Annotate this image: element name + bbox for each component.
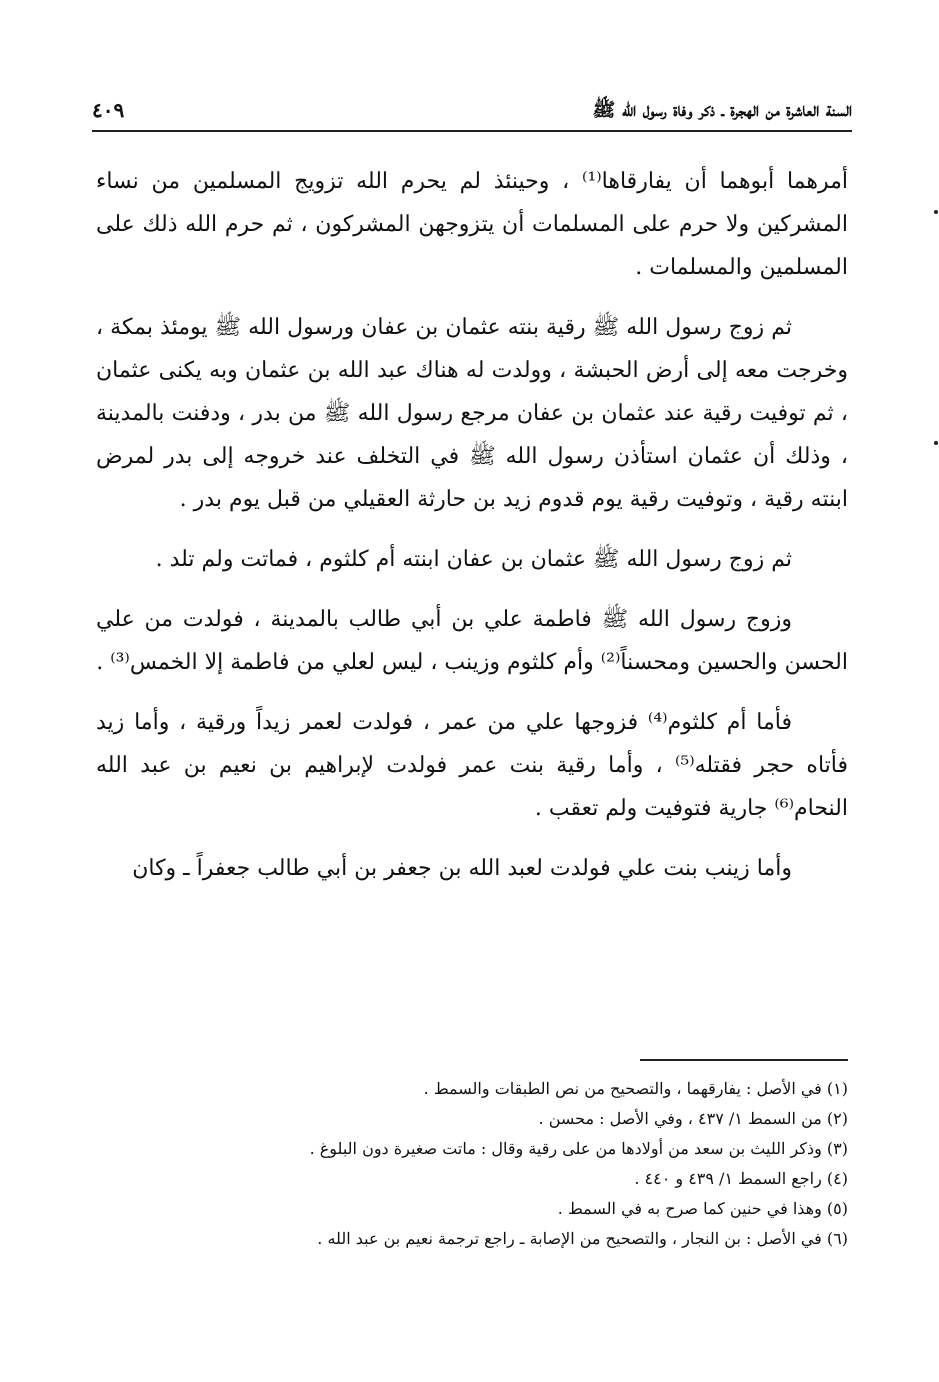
- footnote: (٥) وهذا في حنين كما صرح به في السمط .: [557, 1199, 848, 1218]
- main-text: [96, 160, 848, 907]
- footnote: (١) في الأصل : يفارقهما ، والتصحيح من نص الطبقات والسمط .: [423, 1079, 848, 1098]
- page-header: [92, 96, 852, 130]
- footnote: (٢) من السمط ١/ ٤٣٧ ، وفي الأصل : محسن .: [538, 1109, 848, 1128]
- footnote: (٤) راجع السمط ١/ ٤٣٩ و ٤٤٠ .: [634, 1169, 848, 1188]
- running-title: السنة العاشرة من الهجرة ـ ذكر وفاة رسول الله ﷺ: [592, 99, 852, 121]
- paragraph: ثم زوج رسول الله ﷺ عثمان بن عفان ابنته أم كلثوم ، فماتت ولم تلد .: [155, 547, 792, 572]
- paragraph: وأما زينب بنت علي فولدت لعبد الله بن جعفر بن أبي طالب جعفراً ـ وكان: [132, 856, 792, 881]
- paragraph: ثم زوج رسول الله ﷺ رقية بنته عثمان بن عفان ورسول الله ﷺ يومئذ بمكة ، وخرجت معه إلى أرض الحبشة ، وولدت له هناك عبد الله بن عثمان وبه يكنى عثمان ، ثم توفيت رقية عند عثمان بن عفان مرجع رسول الله ﷺ من بدر ، ودفنت بالمدينة ، وذلك أن عثمان استأذن رسول الله ﷺ في التخلف عند خروجه إلى بدر لمرض ابنته رقية ، وتوفيت رقية يوم قدوم زيد بن حارثة العقيلي من قبل يوم بدر .: [96, 315, 848, 512]
- footnote: (٦) في الأصل : بن النجار ، والتصحيح من الإصابة ـ راجع ترجمة نعيم بن عبد الله .: [317, 1229, 848, 1248]
- page-number: ٤٠٩: [92, 98, 125, 122]
- margin-mark: [934, 210, 938, 214]
- paragraph: فأما أم كلثوم⁽⁴⁾ فزوجها علي من عمر ، فولدت لعمر زيداً ورقية ، وأما زيد فأتاه حجر فقتله⁽⁵⁾ ، وأما رقية بنت عمر فولدت لإبراهيم بن نعيم بن عبد الله النحام⁽⁶⁾ جارية فتوفيت ولم تعقب .: [96, 710, 848, 821]
- margin-mark: [934, 441, 938, 445]
- footnotes: [120, 1074, 848, 1254]
- footnote-divider: [640, 1059, 848, 1061]
- paragraph: أمرهما أبوهما أن يفارقاها⁽¹⁾ ، وحينئذ لم يحرم الله تزويج المسلمين من نساء المشركين ولا حرم على المسلمات أن يتزوجهن المشركون ، ثم حرم الله ذلك على المسلمين والمسلمات .: [96, 169, 848, 280]
- footnote: (٣) وذكر الليث بن سعد من أولادها من على رقية وقال : ماتت صغيرة دون البلوغ .: [309, 1139, 848, 1158]
- header-divider: [92, 130, 852, 132]
- paragraph: وزوج رسول الله ﷺ فاطمة علي بن أبي طالب بالمدينة ، فولدت من علي الحسن والحسين ومحسناً⁽²⁾ وأم كلثوم وزينب ، ليس لعلي من فاطمة إلا الخمس⁽³⁾ .: [96, 607, 848, 675]
